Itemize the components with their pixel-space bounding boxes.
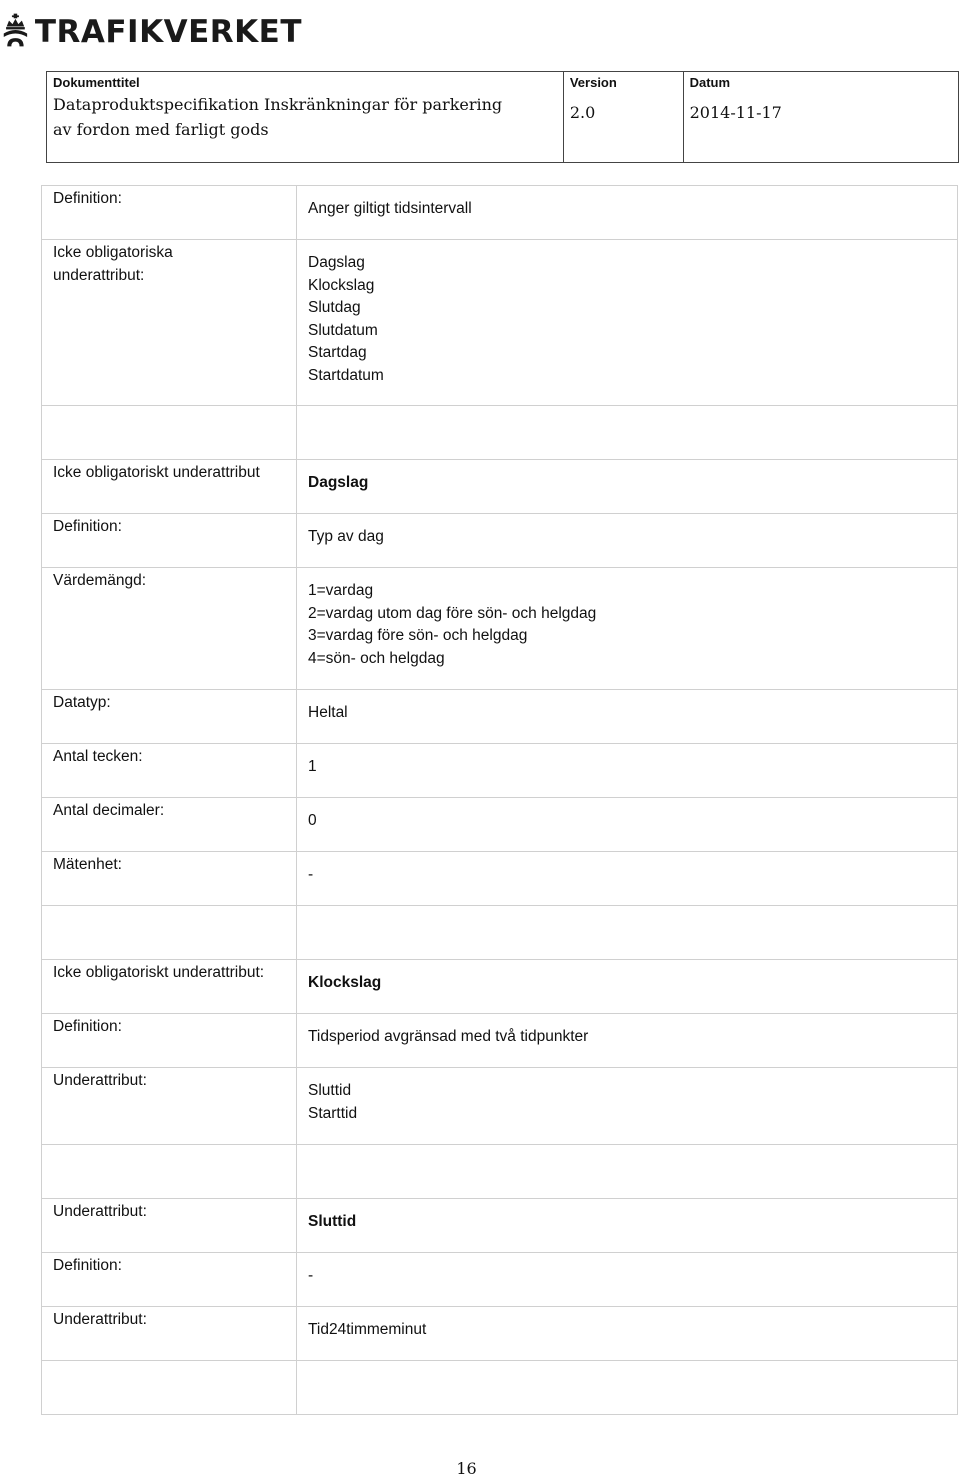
row-value: Tidsperiod avgränsad med två tidpunkter — [308, 1028, 589, 1045]
table-row — [42, 567, 957, 689]
row-value: Anger giltigt tidsintervall — [308, 200, 472, 217]
list-item: Slutdag — [308, 299, 361, 316]
spacer-row — [42, 1144, 957, 1198]
row-label-line: underattribut: — [53, 266, 145, 284]
table-row — [42, 1306, 957, 1360]
table-row — [42, 239, 957, 405]
doc-title-cell — [47, 72, 564, 162]
row-label: Definition: — [42, 1253, 297, 1306]
row-label: Datatyp: — [42, 690, 297, 743]
list-item: Startdatum — [308, 366, 384, 384]
list-item: Klockslag — [308, 276, 375, 294]
table-row — [42, 851, 957, 905]
table-row — [42, 797, 957, 851]
table-row — [42, 185, 957, 239]
row-label: Definition: — [42, 186, 297, 239]
list-item: 2=vardag utom dag före sön- och helgdag — [308, 604, 597, 622]
row-label: Antal tecken: — [42, 744, 297, 797]
row-value: Heltal — [308, 704, 348, 721]
table-row — [42, 513, 957, 567]
table-row — [42, 459, 957, 513]
table-row — [42, 1252, 957, 1306]
row-value-list — [297, 240, 957, 405]
row-label: Antal decimaler: — [42, 798, 297, 851]
list-item: Starttid — [308, 1104, 358, 1122]
row-value: - — [308, 866, 314, 883]
date-label: Datum — [689, 75, 731, 90]
row-value: 1 — [308, 758, 317, 775]
date-value: 2014-11-17 — [689, 103, 782, 122]
spacer-row — [42, 405, 957, 459]
spacer-row — [42, 905, 957, 959]
row-label: Underattribut: — [42, 1199, 297, 1252]
empty-cell — [297, 906, 957, 959]
version-value: 2.0 — [569, 103, 596, 122]
empty-cell — [297, 1145, 957, 1198]
list-item: Slutdatum — [308, 321, 378, 339]
empty-cell — [297, 406, 957, 459]
crown-logo-icon — [2, 2, 29, 58]
table-row — [42, 1198, 957, 1252]
empty-cell — [42, 906, 297, 959]
row-label: Värdemängd: — [42, 568, 297, 689]
row-value: Sluttid — [308, 1213, 357, 1230]
row-value-list — [297, 568, 957, 689]
list-item: Sluttid — [308, 1082, 352, 1099]
row-value: Typ av dag — [308, 528, 384, 545]
row-label: Underattribut: — [42, 1307, 297, 1360]
logo-text: TRAFIKVERKET — [34, 14, 302, 50]
table-row — [42, 689, 957, 743]
list-item: 1=vardag — [308, 582, 374, 599]
version-label: Version — [569, 75, 617, 90]
row-label: Definition: — [42, 1014, 297, 1067]
trafikverket-logo — [2, 2, 302, 58]
list-item: 3=vardag före sön- och helgdag — [308, 627, 528, 644]
row-value-list — [297, 1068, 957, 1144]
row-value: Tid24timmeminut — [308, 1321, 427, 1338]
document-header — [46, 71, 959, 163]
attribute-table — [41, 185, 958, 1415]
list-item: Startdag — [308, 344, 367, 361]
table-row — [42, 959, 957, 1013]
empty-cell — [297, 1361, 957, 1414]
version-cell — [564, 72, 684, 162]
row-value: Klockslag — [308, 974, 382, 991]
row-label — [42, 240, 297, 405]
doc-title-line: Dataproduktspecifikation Inskränkningar för parkering — [53, 95, 503, 114]
row-value: Dagslag — [308, 474, 369, 491]
spacer-row — [42, 1360, 957, 1414]
doc-title-line: av fordon med farligt gods — [53, 120, 269, 139]
list-item: Dagslag — [308, 254, 365, 271]
table-row — [42, 1067, 957, 1144]
page-number: 16 — [456, 1459, 477, 1478]
row-label: Underattribut: — [42, 1068, 297, 1144]
row-label: Icke obligatoriskt underattribut — [42, 460, 297, 513]
empty-cell — [42, 1361, 297, 1414]
list-item: 4=sön- och helgdag — [308, 649, 445, 667]
row-value: - — [308, 1267, 314, 1284]
doc-title — [53, 92, 557, 142]
table-row — [42, 743, 957, 797]
row-label-line: Icke obligatoriska — [53, 244, 173, 261]
doc-title-label: Dokumenttitel — [53, 75, 140, 90]
row-label: Icke obligatoriskt underattribut: — [42, 960, 297, 1013]
table-row — [42, 1013, 957, 1067]
row-value: 0 — [308, 812, 317, 829]
empty-cell — [42, 406, 297, 459]
date-cell — [684, 72, 958, 162]
row-label: Definition: — [42, 514, 297, 567]
row-label: Mätenhet: — [42, 852, 297, 905]
empty-cell — [42, 1145, 297, 1198]
